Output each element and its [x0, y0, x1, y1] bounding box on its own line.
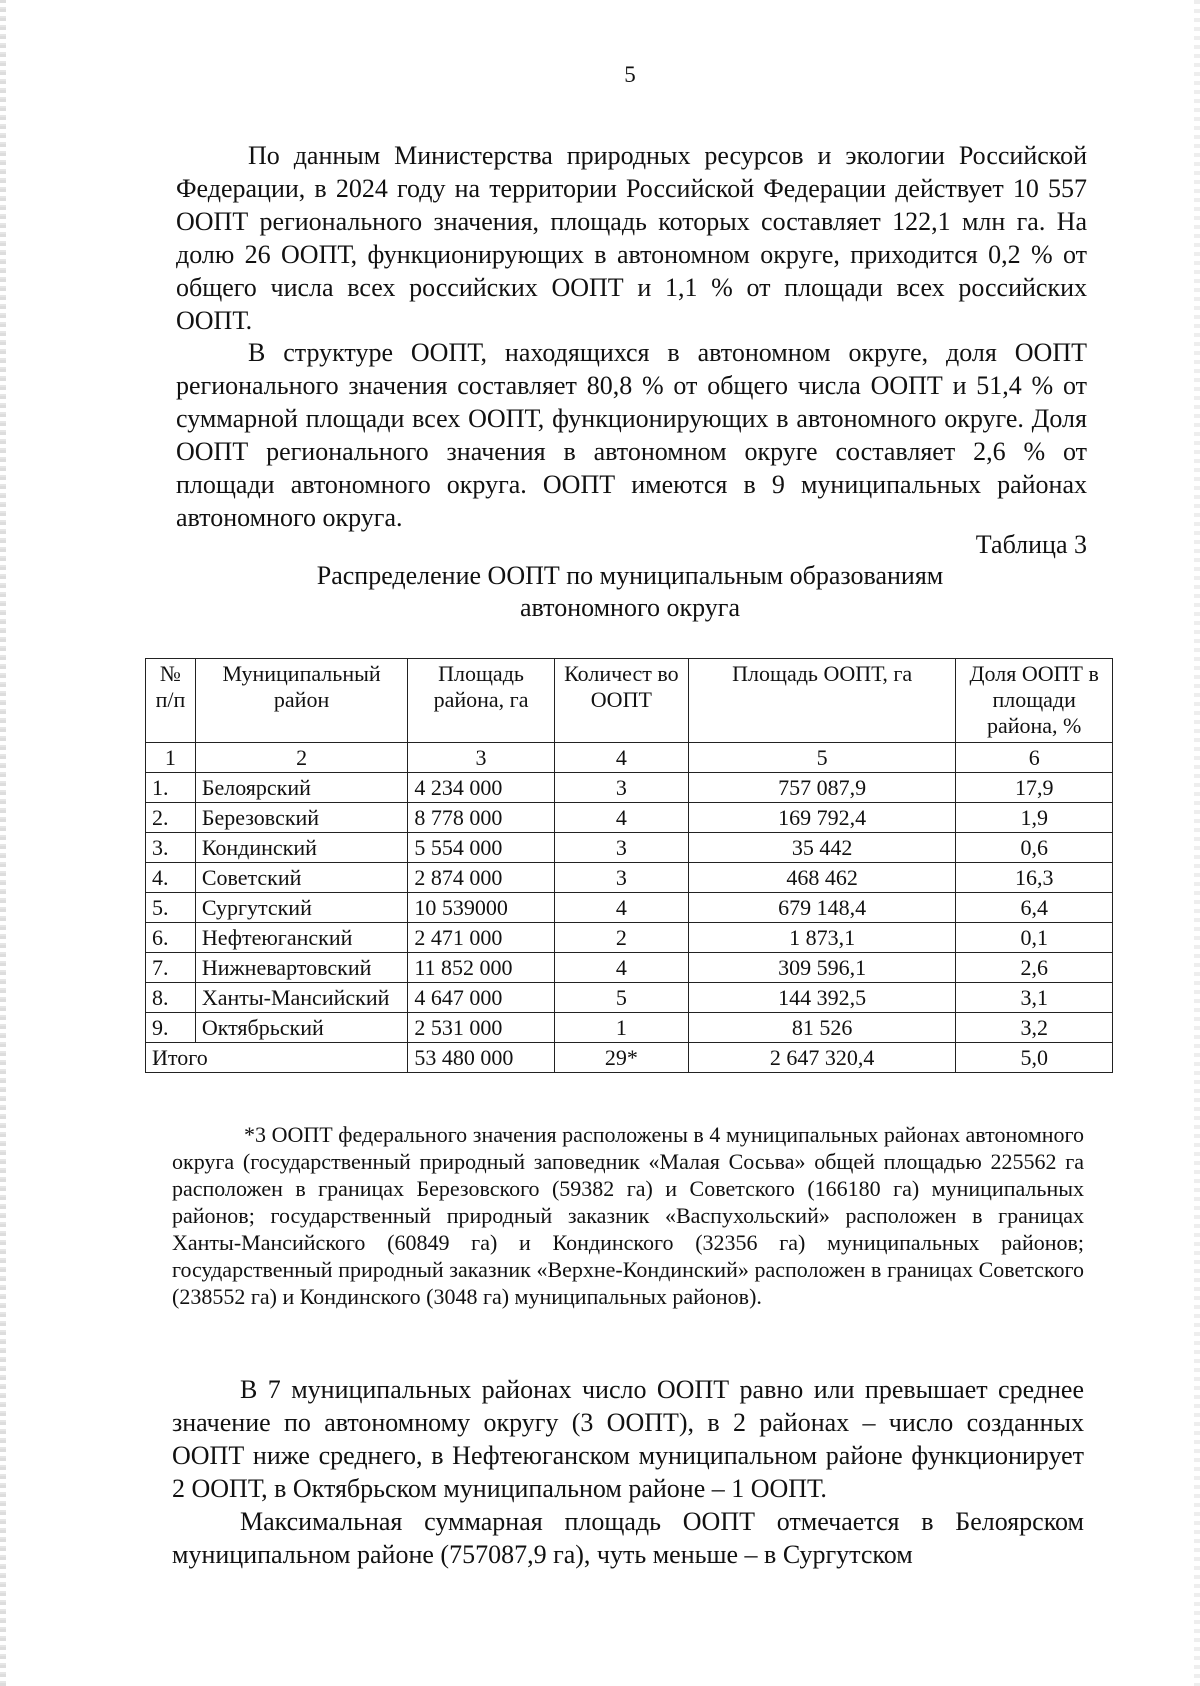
scan-edge-left [0, 0, 6, 1686]
column-number: 3 [408, 743, 554, 773]
district-area: 5 554 000 [408, 833, 554, 863]
district-area: 11 852 000 [408, 953, 554, 983]
header-cell: Площадь района, га [408, 659, 554, 743]
paragraph-2: В структуре ООПТ, находящихся в автономном округе, доля ООПТ регионального значения составляет 80,8 % от общего числа ООПТ и 51,4 % от суммарной площади всех ООПТ, функционирующих в автономного округе. Доля ООПТ регионального значения в автономном округе составляет 2,6 % от площади автономного округа. ООПТ имеются в 9 муниципальных районах автономного округа. [176, 338, 1087, 532]
table-row [146, 833, 1113, 863]
district-area: 2 874 000 [408, 863, 554, 893]
table-footnote: *3 ООПТ федерального значения расположены в 4 муниципальных районах автономного округа (государственный природный заповедник «Малая Сосьва» общей площадью 225562 га расположен в границах Березовского (59382 га) и Советского (166180 га) муниципальных районов; государственный природный заказник «Васпухольский» расположен в границах Ханты-Мансийского (60849 га) и Кондинского (32356 га) муниципальных районов; государственный природный заказник «Верхне-Кондинский» расположен в границах Советского (238552 га) и Кондинского (3048 га) муниципальных районов). [172, 1122, 1084, 1309]
table-row [146, 773, 1113, 803]
oopt-count: 3 [554, 863, 688, 893]
oopt-share: 2,6 [956, 953, 1113, 983]
district-area: 4 234 000 [408, 773, 554, 803]
table-row [146, 863, 1113, 893]
total-share: 5,0 [956, 1043, 1113, 1073]
header-cell: Количест во ООПТ [554, 659, 688, 743]
header-cell: Муниципальный район [195, 659, 408, 743]
row-number: 2. [146, 803, 196, 833]
row-number: 1. [146, 773, 196, 803]
oopt-area: 468 462 [688, 863, 955, 893]
oopt-area: 757 087,9 [688, 773, 955, 803]
scan-edge-right [1194, 0, 1200, 1686]
oopt-area: 81 526 [688, 1013, 955, 1043]
oopt-count: 1 [554, 1013, 688, 1043]
table-row [146, 1013, 1113, 1043]
total-count: 29* [554, 1043, 688, 1073]
header-cell: Площадь ООПТ, га [688, 659, 955, 743]
oopt-share: 16,3 [956, 863, 1113, 893]
oopt-area: 309 596,1 [688, 953, 955, 983]
district-name: Березовский [195, 803, 408, 833]
district-name: Кондинский [195, 833, 408, 863]
oopt-share: 6,4 [956, 893, 1113, 923]
table-row [146, 923, 1113, 953]
district-area: 10 539000 [408, 893, 554, 923]
oopt-count: 3 [554, 773, 688, 803]
district-area: 2 531 000 [408, 1013, 554, 1043]
total-district-area: 53 480 000 [408, 1043, 554, 1073]
oopt-share: 3,1 [956, 983, 1113, 1013]
district-name: Сургутский [195, 893, 408, 923]
table-label: Таблица 3 [975, 530, 1087, 559]
district-name: Нефтеюганский [195, 923, 408, 953]
oopt-share: 1,9 [956, 803, 1113, 833]
total-oopt-area: 2 647 320,4 [688, 1043, 955, 1073]
table-title-line-2: автономного округа [520, 593, 740, 622]
header-cell: № п/п [146, 659, 196, 743]
row-number: 5. [146, 893, 196, 923]
oopt-area: 679 148,4 [688, 893, 955, 923]
table-title-line-1: Распределение ООПТ по муниципальным образованиям [316, 561, 944, 590]
row-number: 4. [146, 863, 196, 893]
table-row [146, 893, 1113, 923]
oopt-count: 4 [554, 953, 688, 983]
oopt-area: 144 392,5 [688, 983, 955, 1013]
table-row [146, 803, 1113, 833]
oopt-share: 17,9 [956, 773, 1113, 803]
column-number: 5 [688, 743, 955, 773]
oopt-count: 4 [554, 893, 688, 923]
row-number: 9. [146, 1013, 196, 1043]
row-number: 7. [146, 953, 196, 983]
column-number: 6 [956, 743, 1113, 773]
district-name: Белоярский [195, 773, 408, 803]
oopt-share: 3,2 [956, 1013, 1113, 1043]
table-header-row [146, 659, 1113, 743]
district-name: Ханты-Мансийский [195, 983, 408, 1013]
oopt-count: 2 [554, 923, 688, 953]
district-area: 8 778 000 [408, 803, 554, 833]
district-area: 4 647 000 [408, 983, 554, 1013]
district-area: 2 471 000 [408, 923, 554, 953]
oopt-share: 0,1 [956, 923, 1113, 953]
district-name: Октябрьский [195, 1013, 408, 1043]
oopt-share: 0,6 [956, 833, 1113, 863]
total-label: Итого [146, 1043, 408, 1073]
oopt-count: 5 [554, 983, 688, 1013]
page-number: 5 [624, 62, 636, 87]
table-body [146, 773, 1113, 1043]
column-number-row [146, 743, 1113, 773]
oopt-area: 169 792,4 [688, 803, 955, 833]
row-number: 3. [146, 833, 196, 863]
column-number: 2 [195, 743, 408, 773]
oopt-count: 3 [554, 833, 688, 863]
oopt-area: 1 873,1 [688, 923, 955, 953]
paragraph-4: Максимальная суммарная площадь ООПТ отмечается в Белоярском муниципальном районе (757087,9 га), чуть меньше – в Сургутском [172, 1507, 1084, 1569]
row-number: 6. [146, 923, 196, 953]
column-number: 1 [146, 743, 196, 773]
oopt-count: 4 [554, 803, 688, 833]
districts-table [145, 658, 1113, 1073]
table-title [230, 560, 1030, 624]
paragraph-1: По данным Министерства природных ресурсов и экологии Российской Федерации, в 2024 году на территории Российской Федерации действует 10 557 ООПТ регионального значения, площадь которых составляет 122,1 млн га. На долю 26 ООПТ, функционирующих в автономном округе, приходится 0,2 % от общего числа всех российских ООПТ и 1,1 % от площади всех российских ООПТ. [176, 141, 1087, 335]
row-number: 8. [146, 983, 196, 1013]
header-cell: Доля ООПТ в площади района, % [956, 659, 1113, 743]
paragraph-3: В 7 муниципальных районах число ООПТ равно или превышает среднее значение по автономному округу (3 ООПТ), в 2 районах – число созданных ООПТ ниже среднего, в Нефтеюганском муниципальном районе функционирует 2 ООПТ, в Октябрьском муниципальном районе – 1 ООПТ. [172, 1375, 1084, 1503]
table-row [146, 983, 1113, 1013]
oopt-area: 35 442 [688, 833, 955, 863]
table-total-row [146, 1043, 1113, 1073]
column-number: 4 [554, 743, 688, 773]
table-row [146, 953, 1113, 983]
district-name: Нижневартовский [195, 953, 408, 983]
district-name: Советский [195, 863, 408, 893]
